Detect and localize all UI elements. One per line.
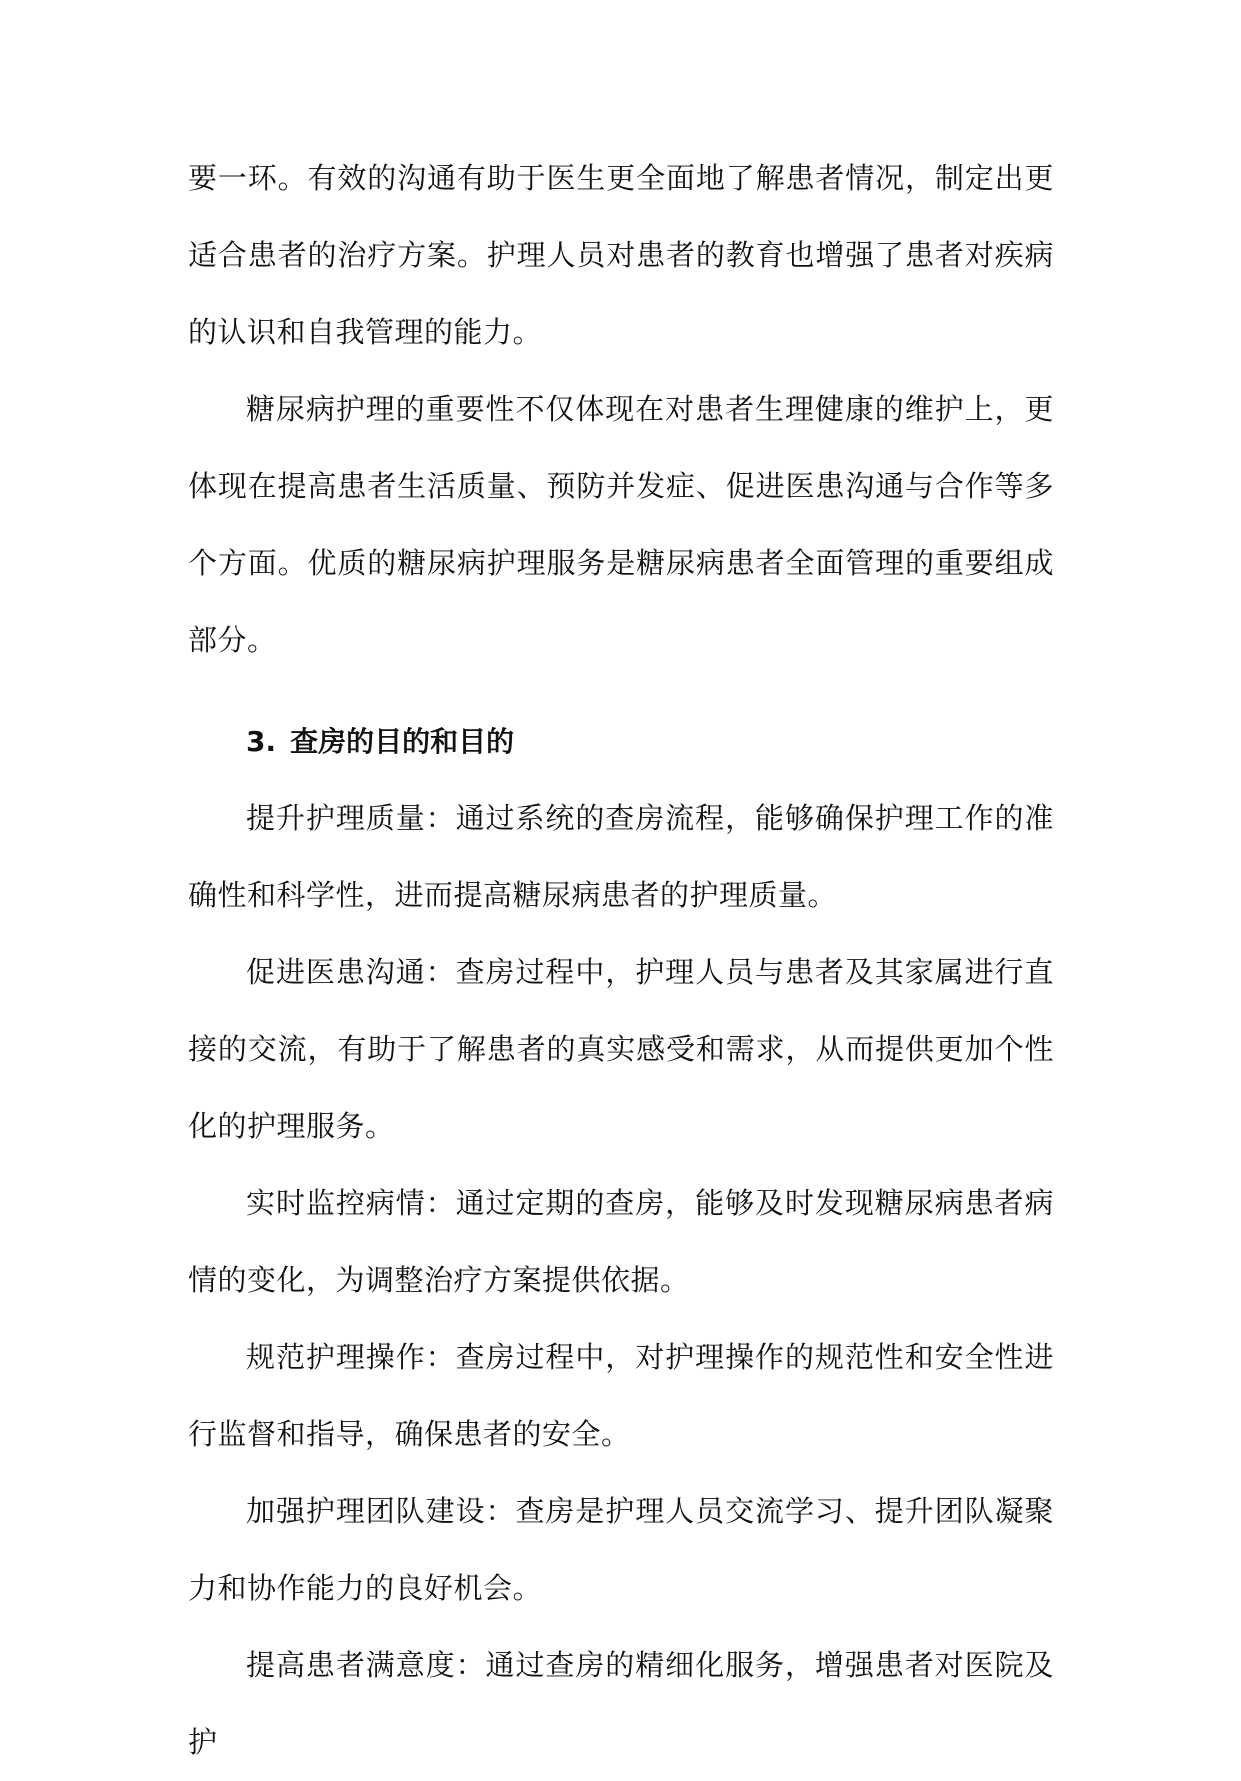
section-number: 3. (246, 725, 277, 758)
paragraph-communication: 促进医患沟通：查房过程中，护理人员与患者及其家属进行直接的交流，有助于了解患者的真实感受和需求，从而提供更加个性化的护理服务。 (188, 955, 1054, 1143)
paragraph-teamwork: 加强护理团队建设：查房是护理人员交流学习、提升团队凝聚力和协作能力的良好机会。 (188, 1494, 1054, 1605)
paragraph-importance: 糖尿病护理的重要性不仅体现在对患者生理健康的维护上，更体现在提高患者生活质量、预防并发症、促进医患沟通与合作等多个方面。优质的糖尿病护理服务是糖尿病患者全面管理的重要组成部分。 (188, 392, 1054, 657)
paragraph-continuation: 要一环。有效的沟通有助于医生更全面地了解患者情况，制定出更适合患者的治疗方案。护理人员对患者的教育也增强了患者对疾病的认识和自我管理的能力。 (188, 161, 1054, 349)
section-heading (188, 703, 1054, 780)
paragraph-standardization: 规范护理操作：查房过程中，对护理操作的规范性和安全性进行监督和指导，确保患者的安全。 (188, 1340, 1054, 1451)
paragraph-monitoring: 实时监控病情：通过定期的查房，能够及时发现糖尿病患者病情的变化，为调整治疗方案提供依据。 (188, 1186, 1054, 1297)
paragraph-quality: 提升护理质量：通过系统的查房流程，能够确保护理工作的准确性和科学性，进而提高糖尿病患者的护理质量。 (188, 801, 1054, 912)
paragraph-satisfaction: 提高患者满意度：通过查房的精细化服务，增强患者对医院及护 (188, 1648, 1054, 1759)
document-body (188, 140, 1054, 1781)
section-title: 查房的目的和目的 (290, 725, 515, 758)
